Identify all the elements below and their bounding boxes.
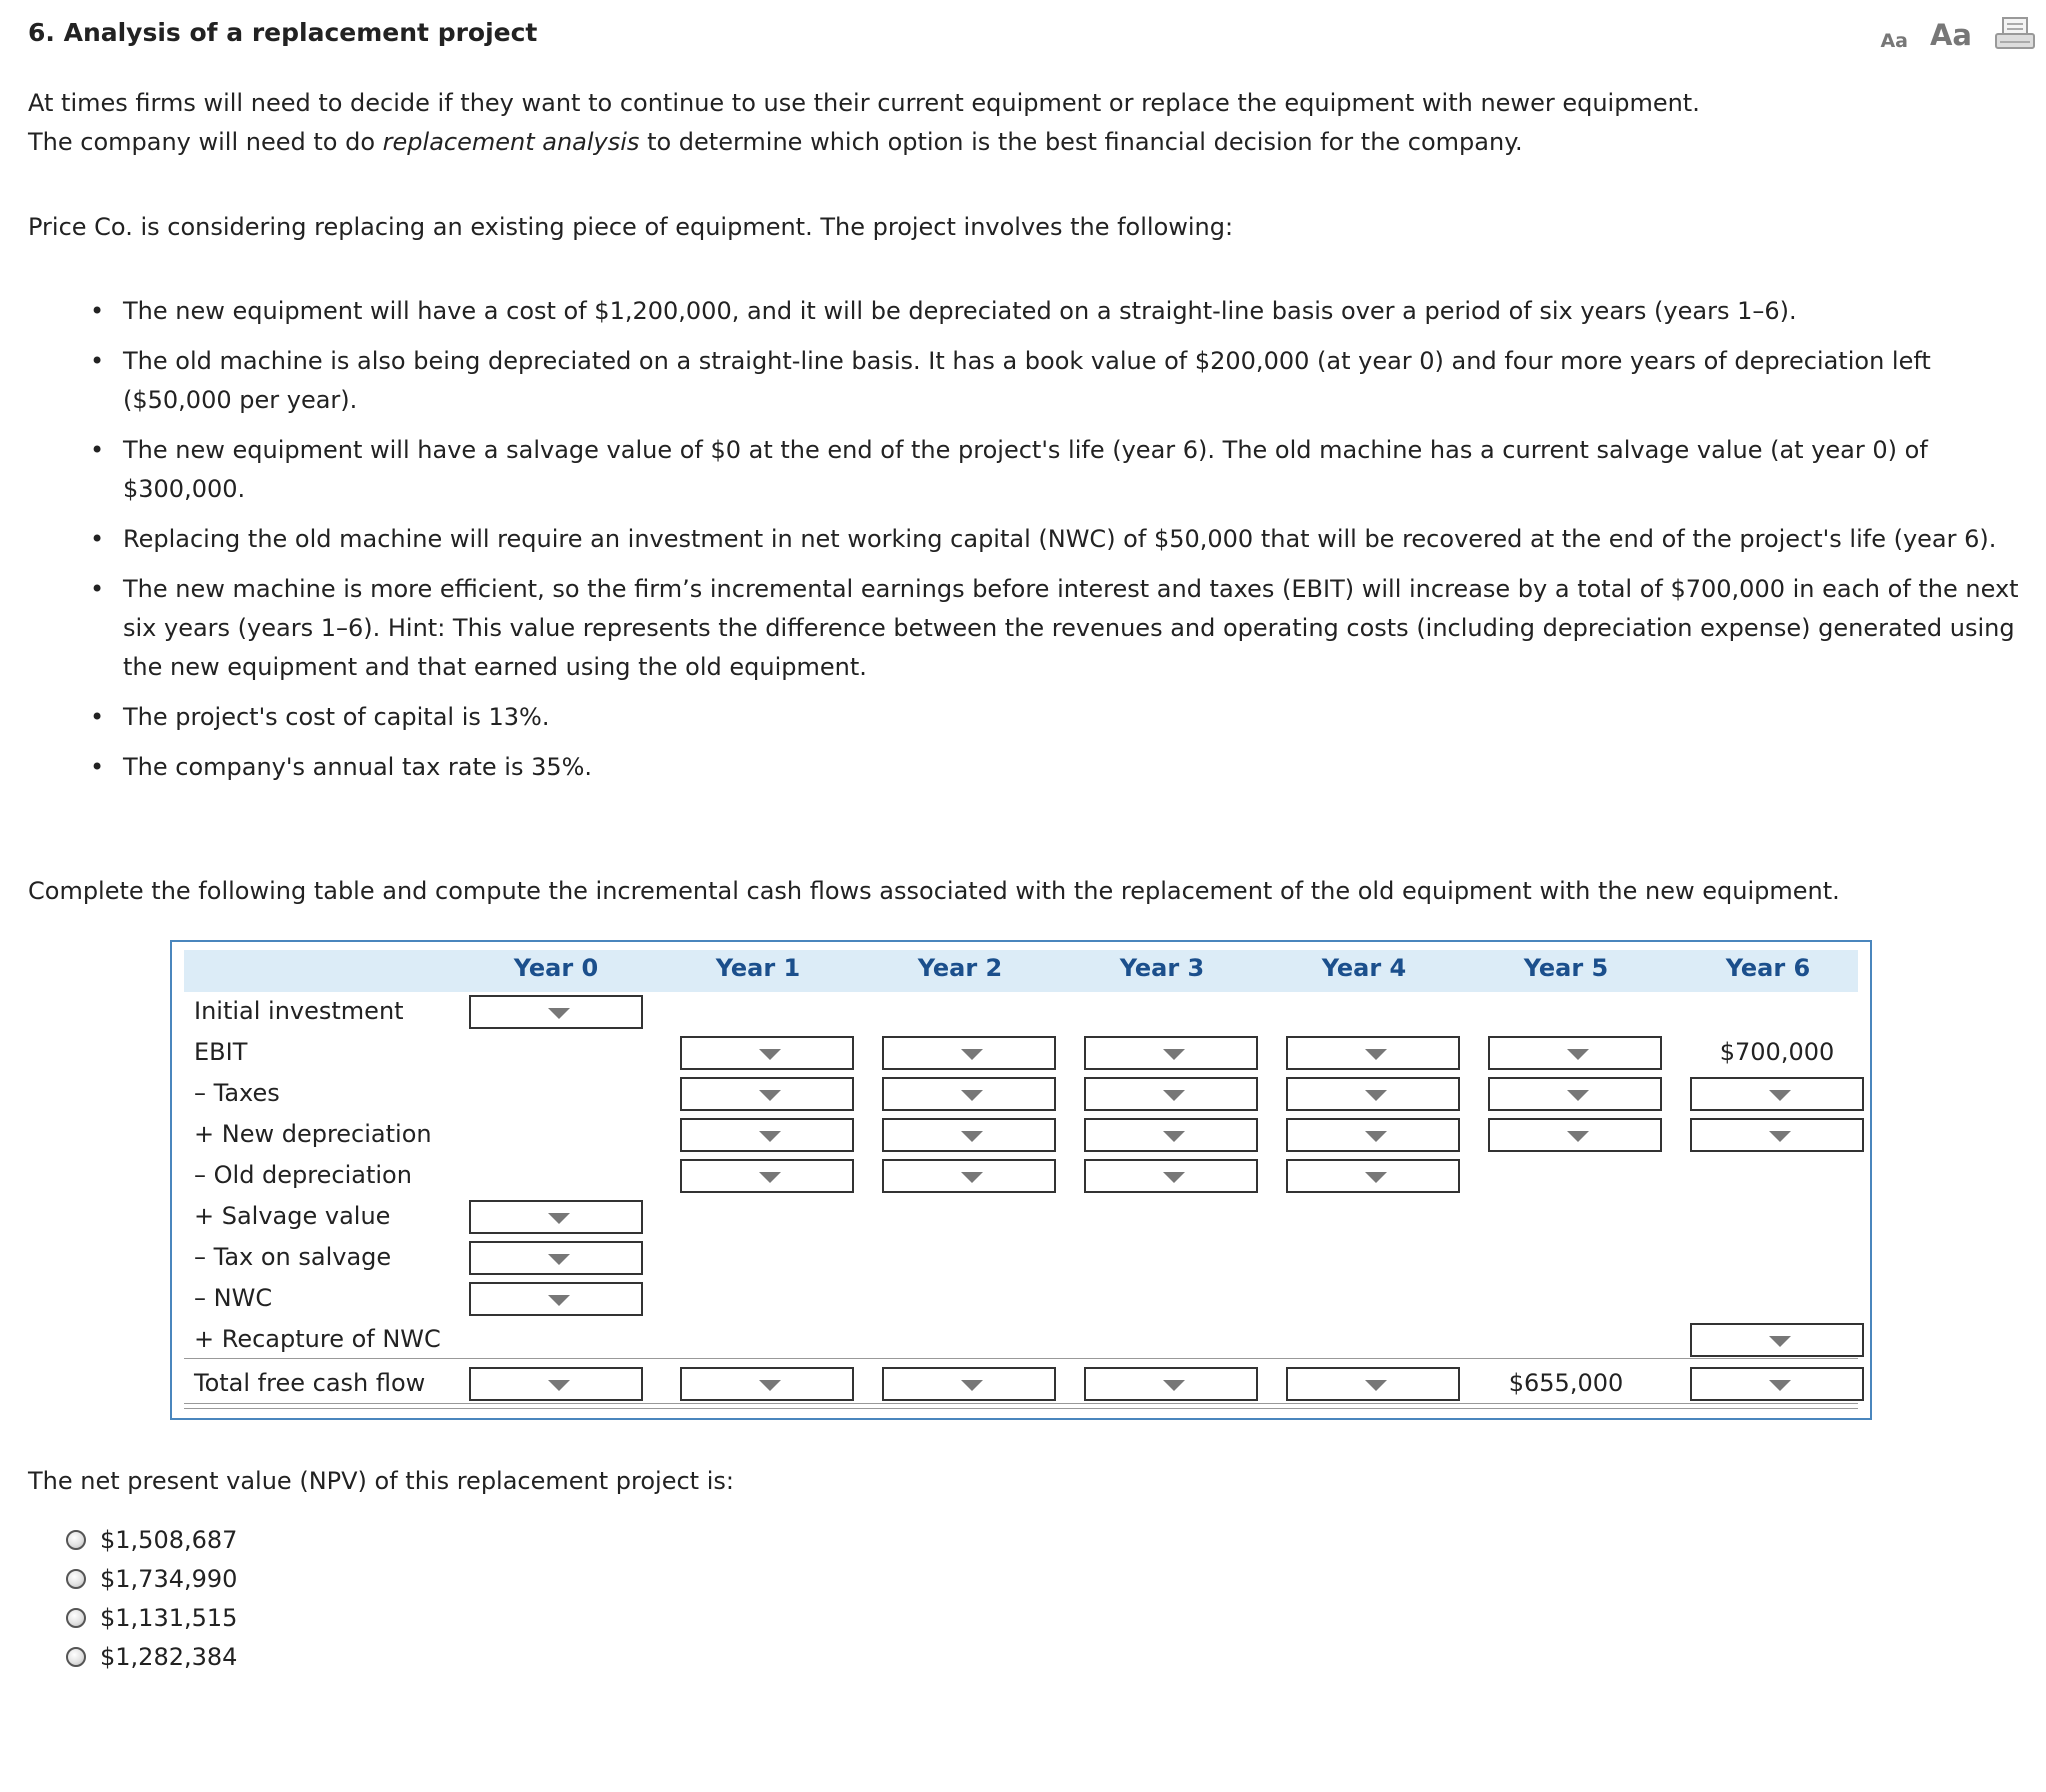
- taxes-year3-dropdown[interactable]: [1084, 1077, 1258, 1111]
- option-label: $1,734,990: [100, 1564, 238, 1593]
- new-depreciation-year5-dropdown[interactable]: [1488, 1118, 1662, 1152]
- row-label-new-depreciation: + New depreciation: [194, 1120, 432, 1148]
- assumption-item: • The new equipment will have a salvage value of $0 at the end of the project's life (year 6). The old machine has a current salvage value (at year 0) of $300,000.: [123, 431, 2043, 509]
- tax-on-salvage-year0-dropdown[interactable]: [469, 1241, 643, 1275]
- new-depreciation-year1-dropdown[interactable]: [680, 1118, 854, 1152]
- assumptions-list: [28, 292, 2043, 798]
- ebit-year1-dropdown[interactable]: [680, 1036, 854, 1070]
- radio-button[interactable]: [66, 1608, 86, 1628]
- total-fcf-year4-dropdown[interactable]: [1286, 1367, 1460, 1401]
- total-fcf-year1-dropdown[interactable]: [680, 1367, 854, 1401]
- assumption-item: • The old machine is also being depreciated on a straight-line basis. It has a book value of $200,000 (at year 0) and four more years of depreciation left ($50,000 per year).: [123, 342, 2043, 420]
- taxes-year5-dropdown[interactable]: [1488, 1077, 1662, 1111]
- row-label-taxes: – Taxes: [194, 1079, 280, 1107]
- year-2-header: Year 2: [917, 954, 1003, 982]
- assumption-item: • The new equipment will have a cost of $1,200,000, and it will be depreciated on a straight-line basis over a period of six years (years 1–6).: [123, 292, 2043, 331]
- taxes-year2-dropdown[interactable]: [882, 1077, 1056, 1111]
- year-3-header: Year 3: [1119, 954, 1205, 982]
- row-label-old-depreciation: – Old depreciation: [194, 1161, 412, 1189]
- problem-title: 6. Analysis of a replacement project: [28, 18, 538, 47]
- ebit-year4-dropdown[interactable]: [1286, 1036, 1460, 1070]
- double-underline-bottom: [184, 1408, 1858, 1409]
- radio-button[interactable]: [66, 1647, 86, 1667]
- radio-button[interactable]: [66, 1569, 86, 1589]
- initial-investment-year0-dropdown[interactable]: [469, 995, 643, 1029]
- npv-question: The net present value (NPV) of this replacement project is:: [28, 1467, 734, 1495]
- row-label-salvage-value: + Salvage value: [194, 1202, 391, 1230]
- recapture-nwc-year6-dropdown[interactable]: [1690, 1323, 1864, 1357]
- intro-paragraph: [28, 84, 1700, 162]
- option-label: $1,282,384: [100, 1642, 238, 1671]
- old-depreciation-year2-dropdown[interactable]: [882, 1159, 1056, 1193]
- old-depreciation-year4-dropdown[interactable]: [1286, 1159, 1460, 1193]
- scenario-text: Price Co. is considering replacing an existing piece of equipment. The project involves the following:: [28, 213, 1234, 241]
- ebit-year5-dropdown[interactable]: [1488, 1036, 1662, 1070]
- npv-option-2[interactable]: [66, 1559, 237, 1598]
- row-label-recapture-nwc: + Recapture of NWC: [194, 1325, 441, 1353]
- npv-option-3[interactable]: [66, 1598, 237, 1637]
- toolbar: [1880, 16, 2036, 52]
- taxes-year1-dropdown[interactable]: [680, 1077, 854, 1111]
- npv-option-4[interactable]: [66, 1637, 237, 1676]
- total-fcf-year5-value: $655,000: [1508, 1369, 1624, 1397]
- row-label-ebit: EBIT: [194, 1038, 248, 1066]
- year-0-header: Year 0: [513, 954, 599, 982]
- taxes-year6-dropdown[interactable]: [1690, 1077, 1864, 1111]
- font-decrease-button[interactable]: Aa: [1880, 30, 1908, 52]
- row-label-initial-investment: Initial investment: [194, 997, 404, 1025]
- table-instruction: Complete the following table and compute the incremental cash flows associated with the replacement of the old equipment with the new equipment.: [28, 877, 1840, 905]
- intro-line-1: At times firms will need to decide if they want to continue to use their current equipment or replace the equipment with newer equipment.: [28, 89, 1700, 117]
- row-label-nwc: – NWC: [194, 1284, 273, 1312]
- option-label: $1,131,515: [100, 1603, 238, 1632]
- new-depreciation-year4-dropdown[interactable]: [1286, 1118, 1460, 1152]
- row-label-total-fcf: Total free cash flow: [194, 1369, 426, 1397]
- salvage-value-year0-dropdown[interactable]: [469, 1200, 643, 1234]
- ebit-year3-dropdown[interactable]: [1084, 1036, 1258, 1070]
- assumption-item: • The company's annual tax rate is 35%.: [123, 748, 2043, 787]
- radio-button[interactable]: [66, 1530, 86, 1550]
- intro-line-2: The company will need to do replacement analysis to determine which option is the best financial decision for the company.: [28, 128, 1523, 156]
- new-depreciation-year3-dropdown[interactable]: [1084, 1118, 1258, 1152]
- npv-option-1[interactable]: [66, 1520, 237, 1559]
- new-depreciation-year2-dropdown[interactable]: [882, 1118, 1056, 1152]
- ebit-year6-value: $700,000: [1719, 1038, 1835, 1066]
- assumption-item: • The project's cost of capital is 13%.: [123, 698, 2043, 737]
- font-increase-button[interactable]: Aa: [1929, 18, 1972, 52]
- print-icon[interactable]: [1994, 16, 2036, 52]
- option-label: $1,508,687: [100, 1525, 238, 1554]
- total-fcf-year3-dropdown[interactable]: [1084, 1367, 1258, 1401]
- ebit-year2-dropdown[interactable]: [882, 1036, 1056, 1070]
- taxes-year4-dropdown[interactable]: [1286, 1077, 1460, 1111]
- old-depreciation-year3-dropdown[interactable]: [1084, 1159, 1258, 1193]
- npv-options: [66, 1520, 237, 1676]
- year-4-header: Year 4: [1321, 954, 1407, 982]
- nwc-year0-dropdown[interactable]: [469, 1282, 643, 1316]
- row-label-tax-on-salvage: – Tax on salvage: [194, 1243, 392, 1271]
- total-fcf-year0-dropdown[interactable]: [469, 1367, 643, 1401]
- year-5-header: Year 5: [1523, 954, 1609, 982]
- assumption-item: • Replacing the old machine will require an investment in net working capital (NWC) of $50,000 that will be recovered at the end of the project's life (year 6).: [123, 520, 2043, 559]
- year-1-header: Year 1: [715, 954, 801, 982]
- year-6-header: Year 6: [1725, 954, 1811, 982]
- double-underline-top: [184, 1403, 1858, 1404]
- total-fcf-year2-dropdown[interactable]: [882, 1367, 1056, 1401]
- replacement-analysis-term: replacement analysis: [382, 128, 640, 156]
- old-depreciation-year1-dropdown[interactable]: [680, 1159, 854, 1193]
- total-separator-line: [184, 1358, 1858, 1359]
- cash-flow-table: [170, 940, 1872, 1420]
- total-fcf-year6-dropdown[interactable]: [1690, 1367, 1864, 1401]
- new-depreciation-year6-dropdown[interactable]: [1690, 1118, 1864, 1152]
- assumption-item: • The new machine is more efficient, so the firm’s incremental earnings before interest and taxes (EBIT) will increase by a total of $700,000 in each of the next six years (years 1–6). Hint: This value represents the difference between the revenues and operating costs (including depreciation expense) generated using the new equipment and that earned using the old equipment.: [123, 570, 2043, 687]
